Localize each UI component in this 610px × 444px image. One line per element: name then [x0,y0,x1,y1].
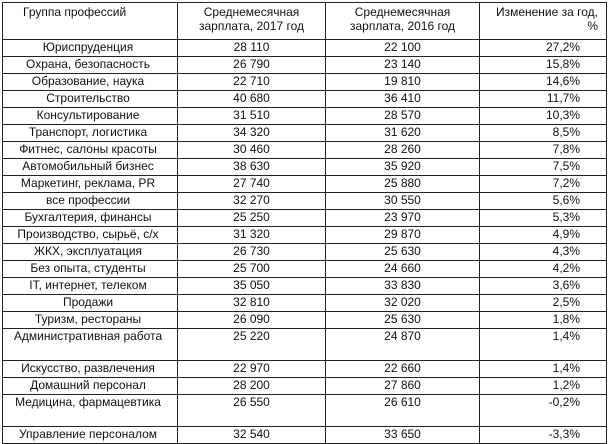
change-cell: 10,3% [480,108,607,125]
salary-2016-cell: 28 570 [326,108,480,125]
change-cell: 4,3% [480,244,607,261]
salary-2016-cell: 25 630 [326,244,480,261]
salary-2016-cell: 25 880 [326,176,480,193]
change-cell: 4,9% [480,227,607,244]
table-row [3,210,607,227]
salary-2017-cell: 35 050 [178,278,326,295]
profession-cell: Искусство, развлечения [3,361,178,378]
change-cell: 1,8% [480,312,607,329]
table-row [3,108,607,125]
profession-cell: Автомобильный бизнес [3,159,178,176]
salary-2017-cell: 31 510 [178,108,326,125]
change-cell: 11,7% [480,91,607,108]
salary-2017-cell: 26 550 [178,395,326,427]
change-cell: 5,3% [480,210,607,227]
salary-2017-cell: 28 200 [178,378,326,395]
profession-cell: Туризм, рестораны [3,312,178,329]
salary-2016-cell: 23 970 [326,210,480,227]
table-row [3,193,607,210]
change-cell: 5,6% [480,193,607,210]
salary-2017-cell: 27 740 [178,176,326,193]
salary-2017-cell: 31 320 [178,227,326,244]
profession-cell: Транспорт, логистика [3,125,178,142]
salary-2017-cell: 32 810 [178,295,326,312]
table-row [3,227,607,244]
salary-2016-cell: 28 260 [326,142,480,159]
profession-cell: Без опыта, студенты [3,261,178,278]
table-body [3,40,607,444]
salary-2017-cell: 25 250 [178,210,326,227]
table-row [3,74,607,91]
profession-cell: ЖКХ, эксплуатация [3,244,178,261]
change-cell: 15,8% [480,57,607,74]
salary-2016-cell: 33 650 [326,427,480,444]
salary-2016-cell: 36 410 [326,91,480,108]
change-cell: 8,5% [480,125,607,142]
salary-2017-cell: 38 630 [178,159,326,176]
profession-cell: Продажи [3,295,178,312]
salary-2016-cell: 22 660 [326,361,480,378]
profession-cell: Консультирование [3,108,178,125]
salary-2017-cell: 40 680 [178,91,326,108]
profession-cell: Бухгалтерия, финансы [3,210,178,227]
salary-2016-cell: 32 020 [326,295,480,312]
profession-cell: Юриспруденция [3,40,178,57]
table-row [3,125,607,142]
salary-2016-cell: 30 550 [326,193,480,210]
salary-2016-cell: 23 140 [326,57,480,74]
salary-2017-cell: 22 710 [178,74,326,91]
change-cell: -0,2% [480,395,607,427]
salary-2016-cell: 22 100 [326,40,480,57]
salary-2016-cell: 24 660 [326,261,480,278]
table-row [3,40,607,57]
profession-cell: Строительство [3,91,178,108]
profession-cell: Домашний персонал [3,378,178,395]
salary-2016-cell: 19 810 [326,74,480,91]
profession-cell: все профессии [3,193,178,210]
table-row [3,427,607,444]
salary-2017-cell: 22 970 [178,361,326,378]
profession-cell: Производство, сырьё, с/х [3,227,178,244]
salary-2017-cell: 32 270 [178,193,326,210]
salary-2017-cell: 25 700 [178,261,326,278]
profession-cell: Образование, наука [3,74,178,91]
change-cell: 4,2% [480,261,607,278]
table-row [3,261,607,278]
table-row [3,57,607,74]
salary-2016-cell: 31 620 [326,125,480,142]
change-cell: 7,5% [480,159,607,176]
table-row [3,278,607,295]
table-row [3,159,607,176]
salary-2016-cell: 35 920 [326,159,480,176]
salary-2017-cell: 32 540 [178,427,326,444]
profession-cell: Охрана, безопасность [3,57,178,74]
salary-2017-cell: 25 220 [178,329,326,361]
salary-2016-cell: 27 860 [326,378,480,395]
profession-cell: Фитнес, салоны красоты [3,142,178,159]
profession-cell: Медицина, фармацевтика [3,395,178,427]
table-row [3,91,607,108]
salary-2016-cell: 26 610 [326,395,480,427]
profession-cell: Административная работа [3,329,178,361]
table-row [3,378,607,395]
salary-2016-cell: 33 830 [326,278,480,295]
salary-2017-cell: 30 460 [178,142,326,159]
change-cell: 7,2% [480,176,607,193]
change-cell: 3,6% [480,278,607,295]
salary-2017-cell: 28 110 [178,40,326,57]
change-cell: -3,3% [480,427,607,444]
header-change-percent: Изменение за год, % [480,3,607,40]
profession-cell: IT, интернет, телеком [3,278,178,295]
salary-2017-cell: 26 730 [178,244,326,261]
salary-2017-cell: 26 790 [178,57,326,74]
table-row [3,176,607,193]
change-cell: 1,2% [480,378,607,395]
change-cell: 2,5% [480,295,607,312]
change-cell: 14,6% [480,74,607,91]
table-row [3,142,607,159]
change-cell: 7,8% [480,142,607,159]
salary-2017-cell: 34 320 [178,125,326,142]
profession-cell: Управление персоналом [3,427,178,444]
change-cell: 1,4% [480,361,607,378]
profession-cell: Маркетинг, реклама, PR [3,176,178,193]
salary-2016-cell: 25 630 [326,312,480,329]
salary-2016-cell: 24 870 [326,329,480,361]
table-row [3,312,607,329]
header-profession-group: Группа профессий [3,3,178,40]
salary-2017-cell: 26 090 [178,312,326,329]
table-row [3,395,607,427]
salary-table [2,2,607,444]
table-row [3,244,607,261]
table-row [3,329,607,361]
header-salary-2017: Среднемесячная зарплата, 2017 год [178,3,326,40]
header-row [3,3,607,40]
table-row [3,295,607,312]
salary-2016-cell: 29 870 [326,227,480,244]
header-salary-2016: Среднемесячная зарплата, 2016 год [326,3,480,40]
table-row [3,361,607,378]
change-cell: 1,4% [480,329,607,361]
change-cell: 27,2% [480,40,607,57]
